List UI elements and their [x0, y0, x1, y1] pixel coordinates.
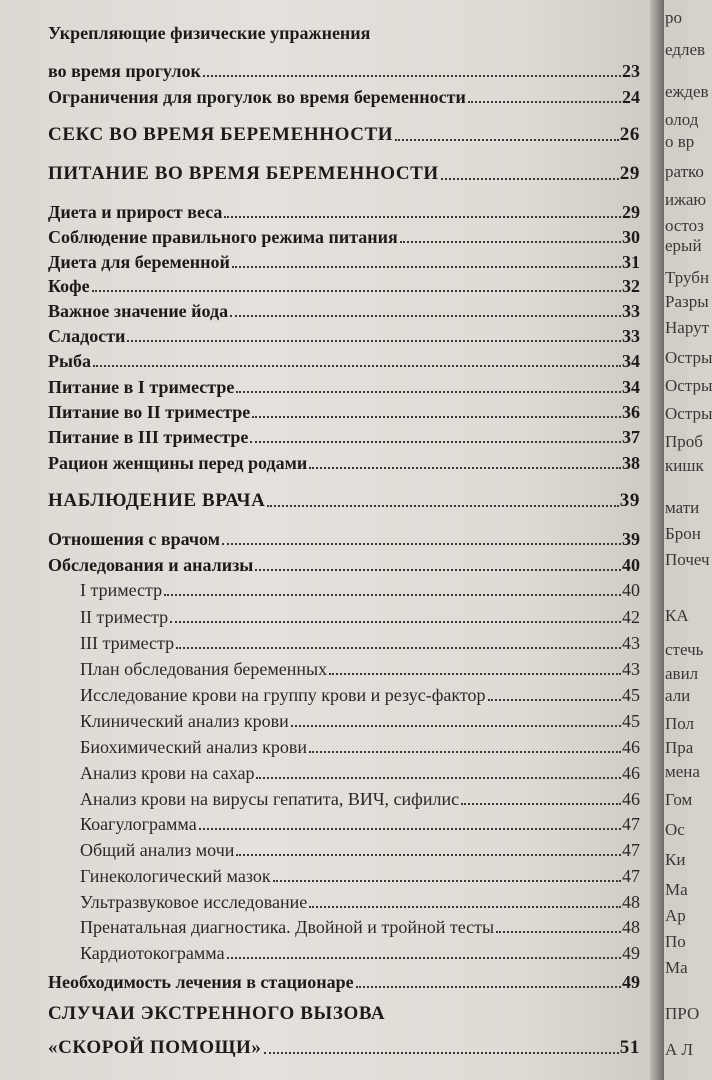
toc-entry-title: Общий анализ мочи	[80, 840, 235, 860]
toc-entry-page-number: 36	[622, 402, 640, 422]
toc-entry-page-number: 37	[622, 427, 640, 447]
adjacent-page-text: стечь	[665, 640, 704, 659]
toc-entry-title: во время прогулок	[48, 61, 201, 81]
toc-entry-page-number: 26	[619, 124, 640, 145]
adjacent-page-text: Ма	[665, 880, 688, 899]
dot-leader	[496, 931, 621, 933]
dot-leader	[224, 216, 621, 218]
toc-entry-title: Отношения с врачом	[48, 529, 220, 549]
toc-entry-title: Важное значение йода	[48, 301, 229, 321]
toc-entry	[80, 785, 650, 809]
toc-entry-title: Рацион женщины перед родами	[48, 453, 308, 473]
toc-entry-page-number: 47	[622, 814, 640, 834]
toc-entry-title: II триместр	[80, 607, 169, 627]
toc-entry-title: НАБЛЮДЕНИЕ ВРАЧА	[48, 490, 266, 511]
toc-entry-page-number: 29	[622, 202, 640, 222]
toc-entry-page-number: 48	[622, 917, 640, 937]
toc-entry	[48, 1003, 385, 1025]
adjacent-page-text: Пол	[665, 714, 695, 733]
adjacent-page-text: Ма	[665, 958, 688, 977]
toc-entry-title: Биохимический анализ крови	[80, 737, 308, 757]
dot-leader	[252, 416, 621, 418]
dot-leader	[230, 315, 621, 317]
toc-entry-page-number: 23	[622, 61, 640, 81]
dot-leader	[256, 777, 621, 779]
dot-leader	[309, 906, 621, 908]
toc-entry	[80, 655, 650, 679]
toc-entry	[48, 398, 650, 422]
dot-leader	[93, 365, 621, 367]
toc-entry-page-number: 49	[622, 972, 640, 992]
toc-entry-page-number: 43	[622, 633, 640, 653]
toc-entry	[80, 888, 650, 912]
toc-entry-title: СЕКС ВО ВРЕМЯ БЕРЕМЕННОСТИ	[48, 124, 394, 145]
toc-entry-page-number: 51	[619, 1037, 640, 1058]
dot-leader	[250, 441, 621, 443]
adjacent-page-text: ПРО	[665, 1004, 700, 1023]
adjacent-page-text: Разры	[665, 292, 709, 311]
toc-entry	[80, 733, 650, 757]
adjacent-page-edge	[664, 0, 712, 1080]
adjacent-page-text: По	[665, 932, 686, 951]
adjacent-page-text: Брон	[665, 524, 701, 543]
adjacent-page-text: остоз	[665, 216, 704, 235]
dot-leader	[164, 594, 621, 596]
adjacent-page-text: Ос	[665, 820, 685, 839]
adjacent-page-text: ерый	[665, 236, 702, 255]
toc-entry	[48, 322, 650, 346]
toc-entry	[80, 629, 650, 653]
toc-entry	[48, 968, 650, 992]
toc-entry-title: «СКОРОЙ ПОМОЩИ»	[48, 1037, 262, 1058]
toc-entry-title: Кардиотокограмма	[80, 943, 225, 963]
adjacent-page-text: ижаю	[665, 190, 707, 209]
toc-entry-page-number: 46	[622, 737, 640, 757]
toc-entry-title: Ограничения для прогулок во время беременности	[48, 87, 466, 107]
adjacent-page-text: Пра	[665, 738, 694, 757]
toc-entry-title: План обследования беременных	[80, 659, 328, 679]
adjacent-page-text: Трубн	[665, 268, 710, 287]
dot-leader	[273, 880, 621, 882]
toc-entry	[48, 22, 370, 44]
toc-entry-title: Гинекологический мазок	[80, 866, 271, 886]
toc-entry-page-number: 40	[622, 580, 640, 600]
adjacent-page-text: авил	[665, 664, 699, 683]
toc-entry-title: ПИТАНИЕ ВО ВРЕМЯ БЕРЕМЕННОСТИ	[48, 163, 439, 184]
toc-entry-title: Ультразвуковое исследование	[80, 892, 308, 912]
toc-entry-title: Кофе	[48, 276, 90, 296]
toc-entry-page-number: 34	[622, 377, 640, 397]
dot-leader	[329, 673, 621, 675]
dot-leader	[309, 751, 621, 753]
toc-entry	[48, 121, 650, 145]
toc-entry-page-number: 43	[622, 659, 640, 679]
toc-entry	[80, 707, 650, 731]
toc-entry	[48, 373, 650, 397]
toc-entry-title: Рыба	[48, 351, 92, 371]
toc-entry-title: Клинический анализ крови	[80, 711, 289, 731]
toc-entry-page-number: 29	[619, 163, 640, 184]
adjacent-page-text: Ар	[665, 906, 686, 925]
toc-entry-page-number: 42	[622, 607, 640, 627]
toc-entry-title: Исследование крови на группу крови и резус-фактор	[80, 685, 486, 705]
dot-leader	[291, 725, 621, 727]
adjacent-page-text: Ки	[665, 850, 686, 869]
toc-entry-title: Анализ крови на сахар	[80, 763, 255, 783]
toc-entry-page-number: 45	[622, 711, 640, 731]
toc-entry-page-number: 31	[622, 252, 640, 272]
dot-leader	[170, 621, 621, 623]
toc-entry	[48, 272, 650, 296]
toc-entry	[48, 551, 650, 575]
toc-entry	[48, 297, 650, 321]
adjacent-page-text: ро	[665, 8, 682, 27]
adjacent-page-text: ратко	[665, 162, 704, 181]
toc-entry-title: Сладости	[48, 326, 126, 346]
toc-entry-page-number: 46	[622, 763, 640, 783]
adjacent-page-text: Проб	[665, 432, 703, 451]
toc-entry-page-number: 34	[622, 351, 640, 371]
adjacent-page-text: мати	[665, 498, 700, 517]
adjacent-page-text: о вр	[665, 132, 695, 151]
toc-entry-page-number: 38	[622, 453, 640, 473]
toc-entry	[48, 57, 650, 81]
toc-entry-title: Питание в III триместре	[48, 427, 249, 447]
dot-leader	[309, 467, 621, 469]
adjacent-page-text: КА	[665, 606, 689, 625]
dot-leader	[92, 290, 621, 292]
adjacent-page-text: А Л	[665, 1040, 694, 1059]
dot-leader	[222, 543, 621, 545]
adjacent-page-text: али	[665, 686, 691, 705]
dot-leader	[461, 803, 621, 805]
dot-leader	[356, 986, 621, 988]
toc-entry	[48, 223, 650, 247]
dot-leader	[176, 647, 621, 649]
toc-entry-title: III триместр	[80, 633, 175, 653]
toc-entry-page-number: 47	[622, 840, 640, 860]
toc-entry-title: Диета и прирост веса	[48, 202, 223, 222]
adjacent-page-text: Почеч	[665, 550, 710, 569]
toc-entry	[48, 83, 650, 107]
toc-entry	[48, 525, 650, 549]
adjacent-page-text: Гом	[665, 790, 693, 809]
toc-entry	[48, 198, 650, 222]
toc-entry-page-number: 39	[619, 490, 640, 511]
dot-leader	[488, 699, 621, 701]
toc-entry	[80, 836, 650, 860]
dot-leader	[441, 178, 619, 180]
toc-entry-title: Питание во II триместре	[48, 402, 251, 422]
toc-entry-page-number: 45	[622, 685, 640, 705]
toc-entry-page-number: 48	[622, 892, 640, 912]
toc-entry-page-number: 39	[622, 529, 640, 549]
toc-entry	[48, 487, 650, 511]
toc-entry	[80, 576, 650, 600]
toc-entry-page-number: 24	[622, 87, 640, 107]
toc-entry-title: Коагулограмма	[80, 814, 197, 834]
toc-entry	[80, 939, 650, 963]
adjacent-page-text: мена	[665, 762, 700, 781]
toc-entry	[80, 913, 650, 937]
adjacent-page-text: Нарут	[665, 318, 710, 337]
toc-entry-page-number: 40	[622, 555, 640, 575]
toc-entry	[48, 347, 650, 371]
toc-entry	[80, 810, 650, 834]
toc-entry	[80, 759, 650, 783]
dot-leader	[236, 854, 621, 856]
toc-entry	[80, 681, 650, 705]
toc-entry-page-number: 33	[622, 301, 640, 321]
toc-entry-title: Анализ крови на вирусы гепатита, ВИЧ, сифилис	[80, 789, 460, 809]
toc-entry	[48, 248, 650, 272]
toc-entry	[48, 449, 650, 473]
toc-entry-title: Обследования и анализы	[48, 555, 254, 575]
toc-entry	[80, 862, 650, 886]
toc-entry-title: I триместр	[80, 580, 163, 600]
dot-leader	[264, 1052, 619, 1054]
toc-entry	[80, 603, 650, 627]
toc-entry-page-number: 32	[622, 276, 640, 296]
dot-leader	[395, 139, 619, 141]
dot-leader	[232, 266, 621, 268]
dot-leader	[267, 505, 618, 507]
toc-entry-page-number: 46	[622, 789, 640, 809]
adjacent-page-text: Остры	[665, 348, 712, 367]
toc-entry-title: Соблюдение правильного режима питания	[48, 227, 398, 247]
dot-leader	[227, 957, 621, 959]
toc-entry	[48, 160, 650, 184]
toc-entry-title: Укрепляющие физические упражнения	[48, 23, 371, 43]
toc-entry-page-number: 33	[622, 326, 640, 346]
adjacent-page-text: олод	[665, 110, 699, 129]
dot-leader	[255, 569, 621, 571]
adjacent-page-text: Остры	[665, 376, 712, 395]
toc-entry-page-number: 49	[622, 943, 640, 963]
dot-leader	[199, 828, 621, 830]
dot-leader	[468, 101, 621, 103]
toc-entry-title: Пренатальная диагностика. Двойной и тройной тесты	[80, 917, 495, 937]
toc-entry-title: Диета для беременной	[48, 252, 230, 272]
dot-leader	[400, 241, 621, 243]
book-gutter	[650, 0, 664, 1080]
toc-entry-page-number: 47	[622, 866, 640, 886]
adjacent-page-text: Остры	[665, 404, 712, 423]
adjacent-page-text: едлев	[665, 40, 706, 59]
toc-entry	[48, 1034, 650, 1058]
toc-entry-page-number: 30	[622, 227, 640, 247]
toc-entry-title: СЛУЧАИ ЭКСТРЕННОГО ВЫЗОВА	[48, 1003, 386, 1024]
toc-entry-title: Необходимость лечения в стационаре	[48, 972, 354, 992]
adjacent-page-text: еждев	[665, 82, 709, 101]
toc-entry-title: Питание в I триместре	[48, 377, 235, 397]
dot-leader	[236, 391, 621, 393]
dot-leader	[127, 340, 621, 342]
toc-entry	[48, 423, 650, 447]
adjacent-page-text: кишк	[665, 456, 704, 475]
dot-leader	[203, 75, 621, 77]
